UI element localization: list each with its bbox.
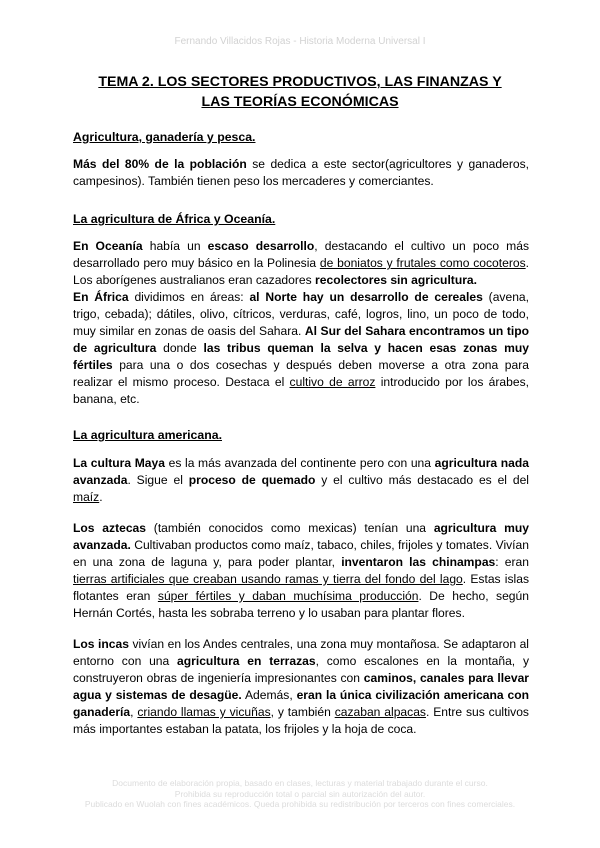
- paragraph-poblacion: Más del 80% de la población se dedica a este sector(agricultores y ganaderos, campesinos). También tienen peso los mercaderes y comerciantes.: [73, 157, 529, 188]
- title-line-1: TEMA 2. LOS SECTORES PRODUCTIVOS, LAS FINANZAS Y: [98, 74, 502, 90]
- section-heading-americana: La agricultura americana.: [73, 428, 222, 442]
- paragraph-aztecas: Los aztecas (también conocidos como mexicas) tenían una agricultura muy avanzada. Cultivaban productos como maíz, tabaco, chiles, frijoles y tomates. Vivían en una zona de laguna y, para poder plantar, inventaron las chinampas: eran tierras artificiales que creaban usando ramas y tierra del fondo del lago. Estas islas flotantes eran súper fértiles y daban muchísima producción. De hecho, según Hernán Cortés, hasta les sobraba terreno y lo usaban para plantar flores.: [73, 521, 529, 620]
- section-heading-africa-oceania: La agricultura de África y Oceanía.: [73, 212, 276, 226]
- footer-line-2: Prohibida su reproducción total o parcial sin autorización del autor.: [174, 788, 426, 799]
- paragraph-maya: La cultura Maya es la más avanzada del continente pero con una agricultura nada avanzada. Sigue el proceso de quemado y el cultivo más destacado es el del maíz.: [73, 456, 530, 504]
- page-title: [70, 72, 530, 112]
- footer-line-3: Publicado en Wuolah con fines académicos. Queda prohibida su redistribución por terceros con fines comerciales.: [84, 799, 516, 809]
- section-heading-agricultura: Agricultura, ganadería y pesca.: [73, 130, 256, 144]
- paragraph-africa: En África dividimos en áreas: al Norte hay un desarrollo de cereales (avena, trigo, cebada); dátiles, olivo, cítricos, verduras, café, logros, lino, un poco de todo, muy similar en zonas de oasis del Sahara. Al Sur del Sahara encontramos un tipo de agricultura donde las tribus queman la selva y hacen esas zonas muy fértiles para una o dos cosechas y después deben moverse a otra zona para realizar el mismo proceso. Destaca el cultivo de arroz introducido por los árabes, banana, etc.: [73, 290, 530, 406]
- paragraph-incas: Los incas vivían en los Andes centrales, una zona muy montañosa. Se adaptaron al entorno con una agricultura en terrazas, como escalones en la montaña, y construyeron obras de ingeniería impresionantes con caminos, canales para llevar agua y sistemas de desagüe. Además, eran la única civilización americana con ganadería, criando llamas y vicuñas, y también cazaban alpacas. Entre sus cultivos más importantes estaban la patata, los frijoles y la hoja de coca.: [73, 637, 530, 736]
- footer-line-1: Documento de elaboración propia, basado en clases, lecturas y material trabajado durante el curso.: [112, 778, 488, 788]
- document-body: [73, 129, 529, 738]
- title-line-2: LAS TEORÍAS ECONÓMICAS: [201, 94, 399, 110]
- page-header: Fernando Villacidos Rojas - Historia Moderna Universal I: [174, 36, 426, 47]
- paragraph-oceania: En Oceanía había un escaso desarrollo, destacando el cultivo un poco más desarrollado pero muy básico en la Polinesia de boniatos y frutales como cocoteros. Los aborígenes australianos eran cazadores recolectores sin agricultura.: [73, 239, 530, 287]
- page-footer: [60, 778, 540, 810]
